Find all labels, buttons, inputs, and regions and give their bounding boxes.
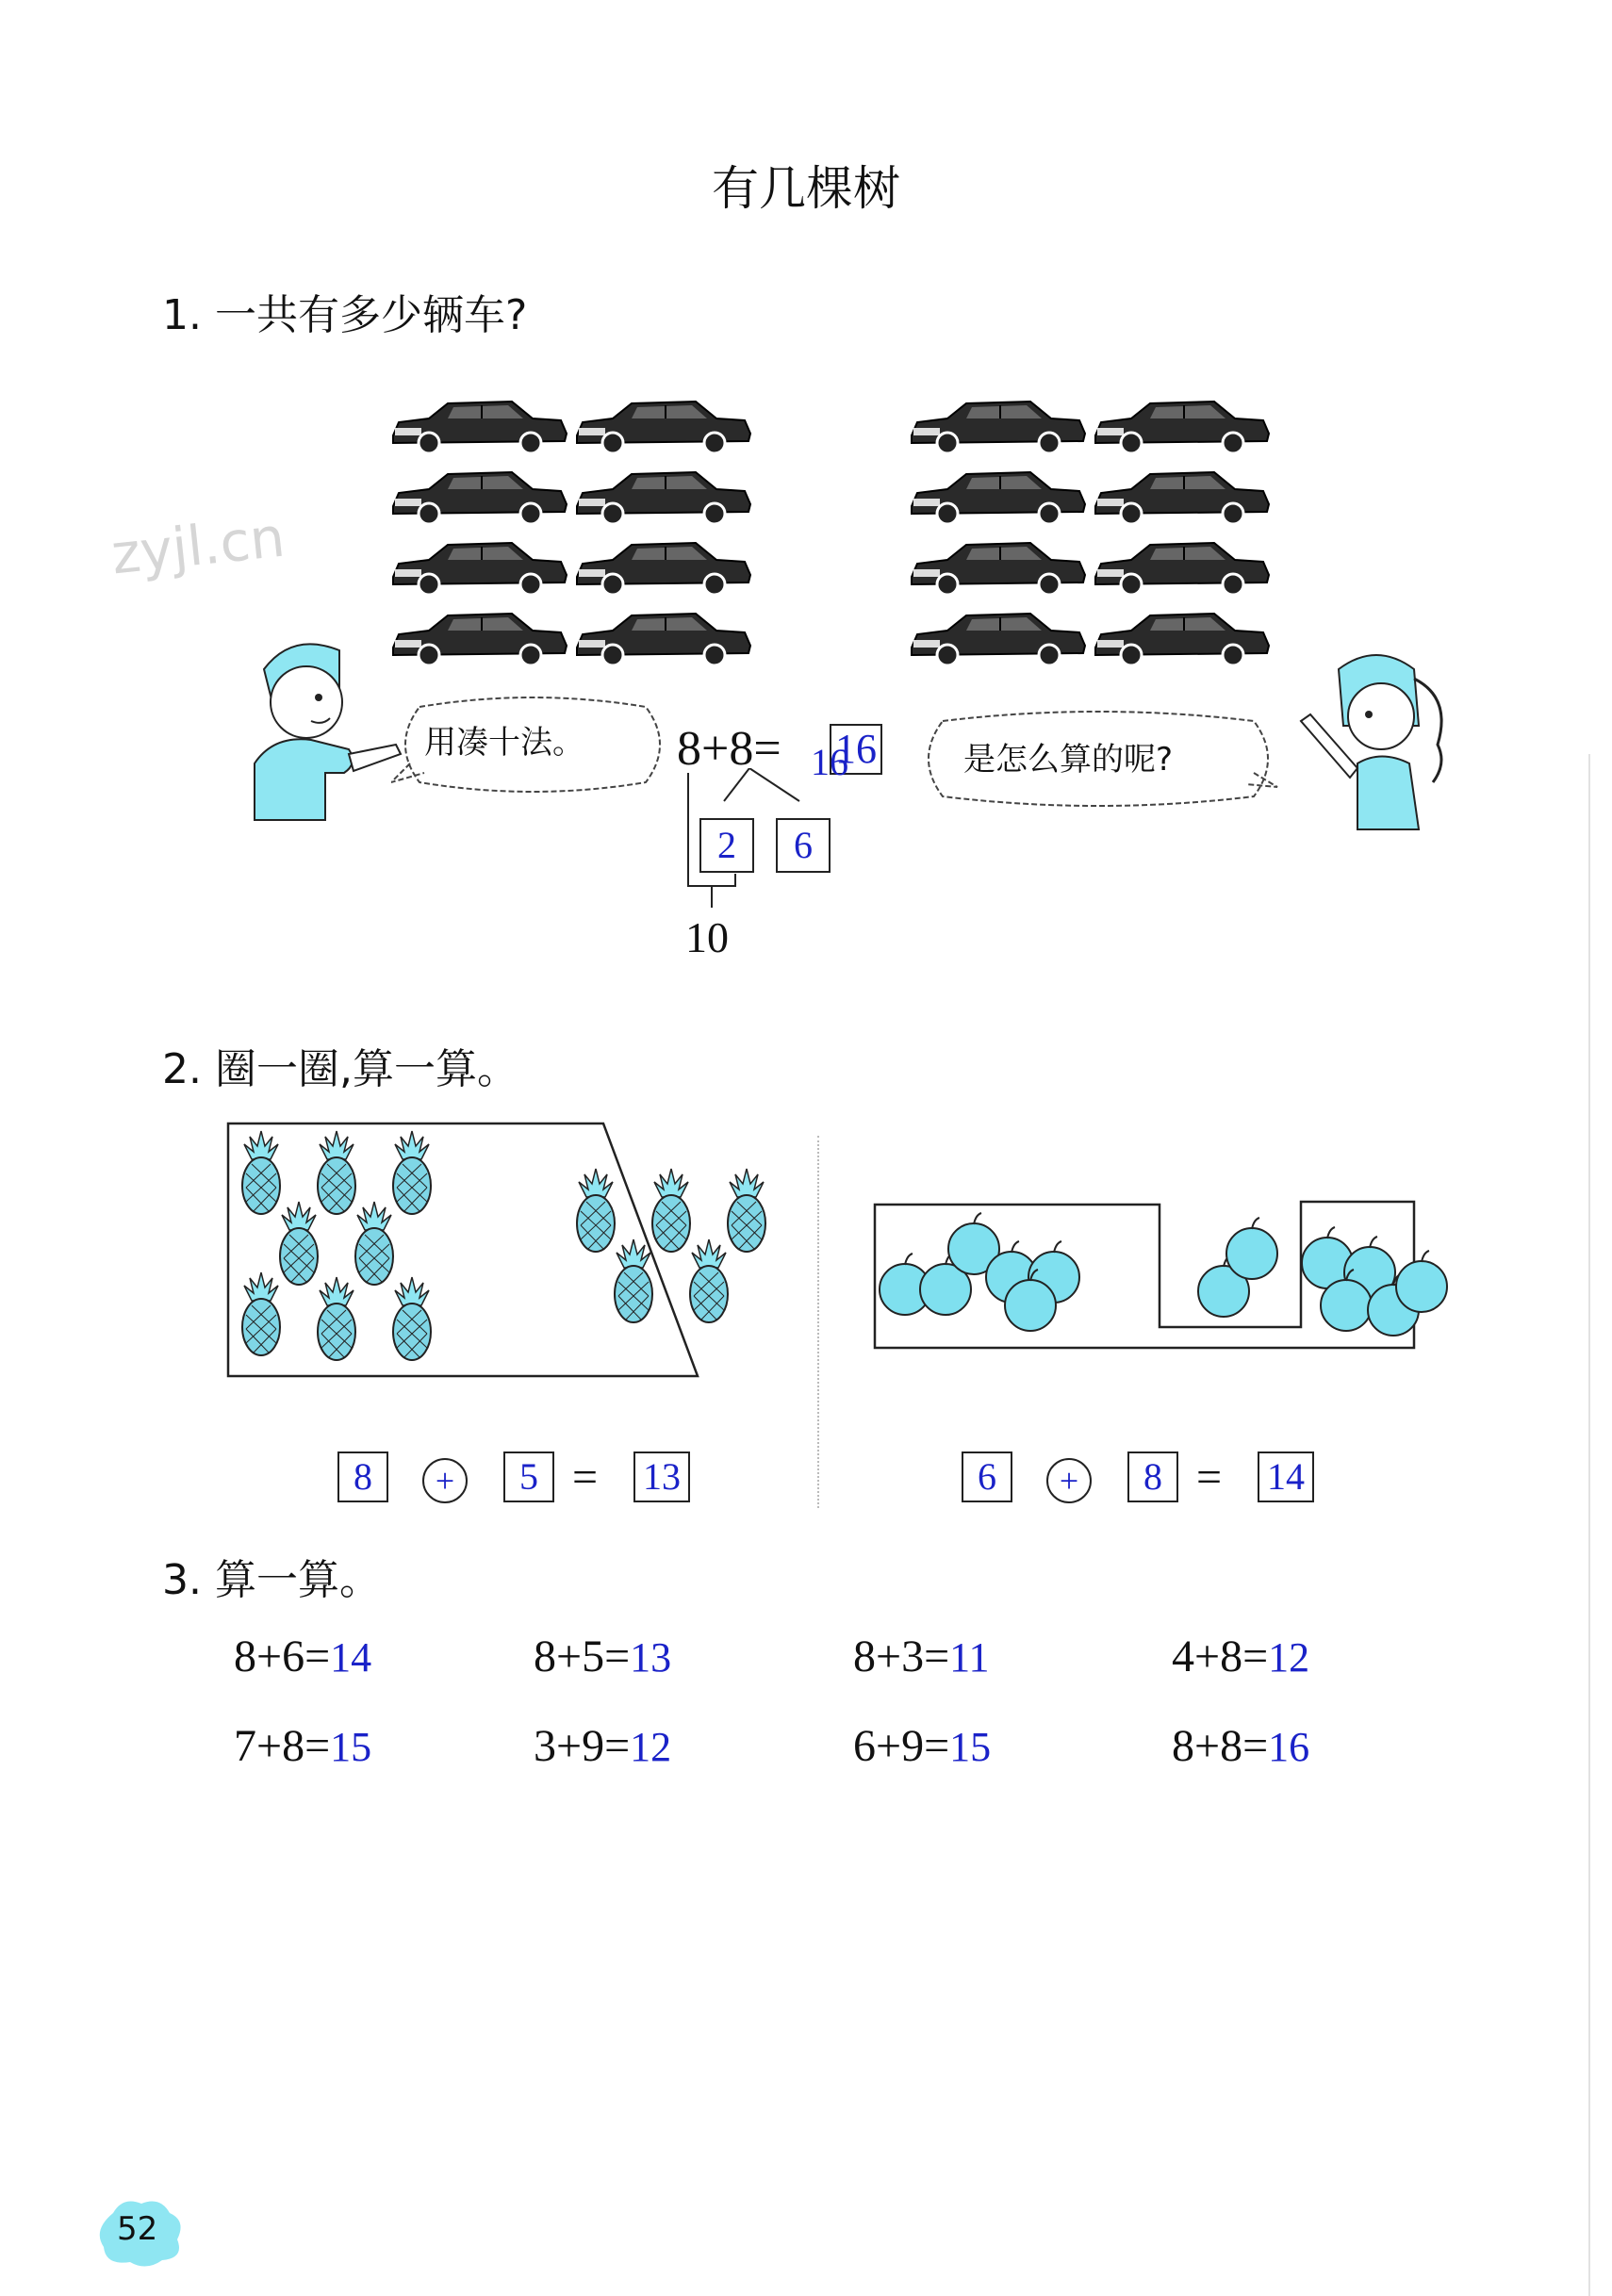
q2-right-equals: = bbox=[1196, 1452, 1223, 1502]
q2-left-result[interactable]: 13 bbox=[633, 1451, 690, 1502]
q2-left-box-b[interactable]: 5 bbox=[503, 1451, 554, 1502]
page-number: 52 bbox=[117, 2210, 158, 2248]
q3-row2-expr2: 3+9=12 bbox=[534, 1721, 672, 1771]
q2-left-box-a[interactable]: 8 bbox=[337, 1451, 388, 1502]
q2-right-result[interactable]: 14 bbox=[1258, 1451, 1314, 1502]
q1-answer-box[interactable]: 16 bbox=[830, 724, 882, 775]
q1-overlap-answer: 16 bbox=[811, 741, 848, 783]
question-3-label: 3. 算一算。 bbox=[162, 1556, 381, 1604]
q1-split-box-a[interactable]: 2 bbox=[699, 818, 754, 873]
q3-row2-expr4: 8+8=16 bbox=[1172, 1721, 1310, 1771]
boy-illustration bbox=[236, 631, 405, 839]
q2-right-box-a[interactable]: 6 bbox=[962, 1451, 1012, 1502]
page-title: 有几棵树 bbox=[712, 161, 900, 216]
q3-row2-expr3: 6+9=15 bbox=[853, 1721, 992, 1771]
q2-left-equals: = bbox=[572, 1452, 599, 1502]
boy-speech-text: 用凑十法。 bbox=[424, 724, 584, 762]
pineapples-illustration bbox=[226, 1122, 792, 1386]
watermark: zyjl.cn bbox=[107, 504, 288, 587]
q3-row1-expr1: 8+6=14 bbox=[234, 1632, 372, 1681]
q1-equation: 8+8= bbox=[677, 722, 781, 776]
girl-speech-text: 是怎么算的呢? bbox=[963, 741, 1174, 779]
q2-divider bbox=[817, 1136, 819, 1508]
question-1-label: 1. 一共有多少辆车? bbox=[162, 291, 528, 339]
question-2-label: 2. 圈一圈,算一算。 bbox=[162, 1045, 518, 1093]
girl-illustration bbox=[1291, 641, 1456, 858]
q3-row2-expr1: 7+8=15 bbox=[234, 1721, 372, 1771]
page-edge-line bbox=[1588, 754, 1590, 2296]
q1-ten-label: 10 bbox=[685, 913, 729, 961]
q3-row1-expr2: 8+5=13 bbox=[534, 1632, 672, 1681]
apples-illustration bbox=[867, 1188, 1471, 1357]
q2-right-op-circle[interactable]: + bbox=[1046, 1458, 1092, 1503]
q1-split-box-b[interactable]: 6 bbox=[776, 818, 831, 873]
q3-row1-expr4: 4+8=12 bbox=[1172, 1632, 1310, 1681]
q3-row1-expr3: 8+3=11 bbox=[853, 1632, 990, 1681]
q2-left-op-circle[interactable]: + bbox=[422, 1458, 468, 1503]
q2-right-box-b[interactable]: 8 bbox=[1127, 1451, 1178, 1502]
cars-illustration bbox=[387, 391, 1282, 683]
